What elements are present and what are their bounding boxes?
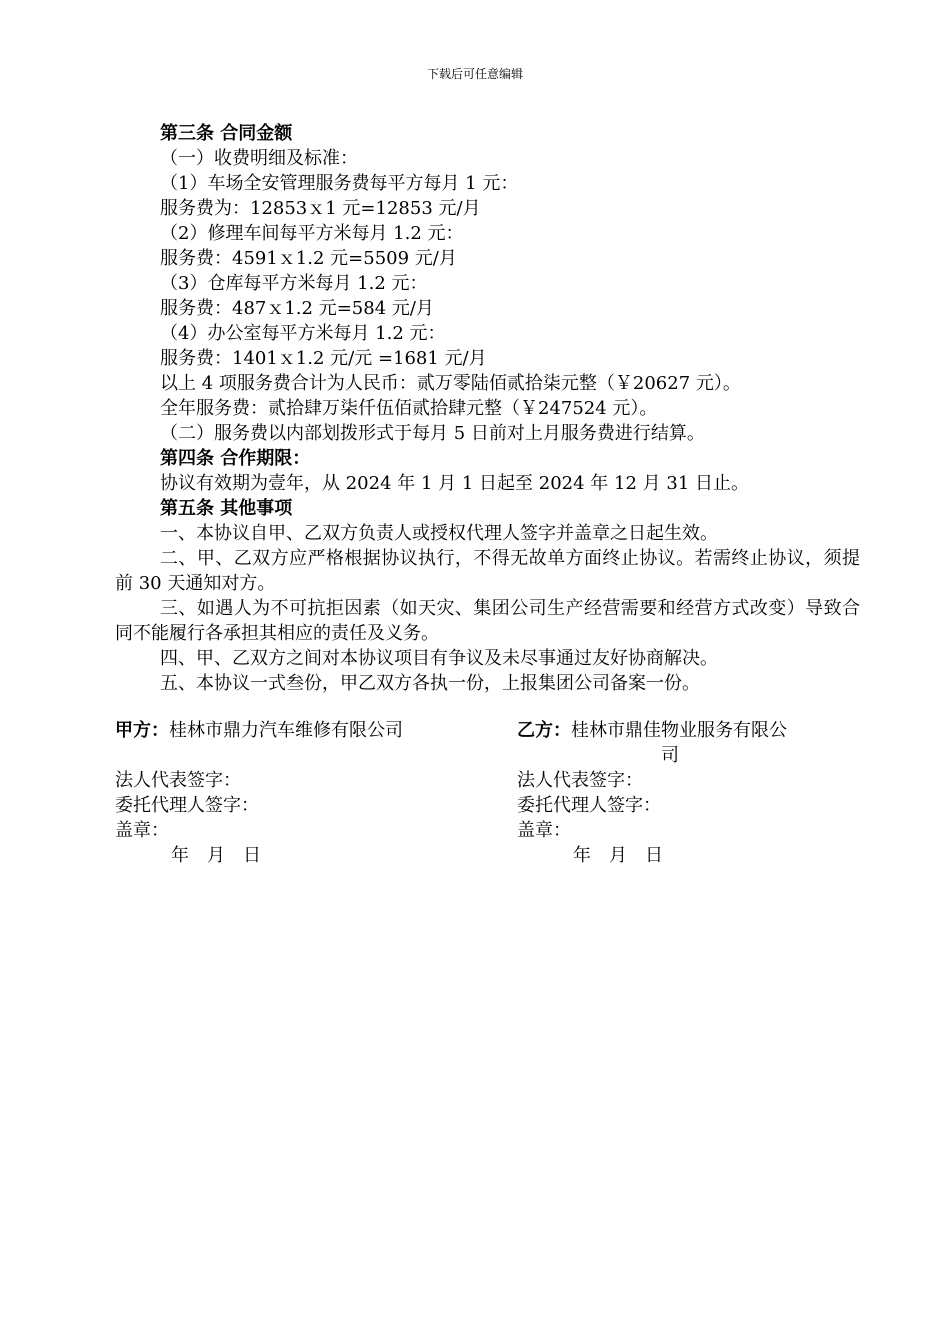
article4-text: 协议有效期为壹年，从 2024 年 1 月 1 日起至 2024 年 12 月 31 日止。 — [160, 473, 749, 494]
clause: 四、甲、乙双方之间对本协议项目有争议及未尽事通过友好协商解决。 — [160, 648, 718, 669]
party-a-label: 甲方： — [115, 720, 169, 741]
signature-block — [115, 718, 860, 868]
clause: 一、本协议自甲、乙双方负责人或授权代理人签字并盖章之日起生效。 — [160, 523, 718, 544]
fee-item-label: （4）办公室每平方米每月 1.2 元： — [160, 323, 446, 344]
clause: 二、甲、乙双方应严格根据协议执行，不得无故单方面终止协议。若需终止协议，须提前 30 天通知对方。 — [115, 548, 860, 594]
total-yearly-fee: 全年服务费：贰拾肆万柒仟伍佰贰拾肆元整（￥247524 元）。 — [160, 398, 658, 419]
clause: 五、本协议一式叁份，甲乙双方各执一份，上报集团公司备案一份。 — [160, 673, 700, 694]
document-body — [115, 121, 860, 696]
fee-item-label: （3）仓库每平方米每月 1.2 元： — [160, 273, 428, 294]
party-b-label: 乙方： — [517, 720, 571, 741]
spacer — [115, 743, 495, 768]
fee-item-label: （1）车场全安管理服务费每平方每月 1 元： — [160, 173, 519, 194]
party-a-signature — [115, 718, 495, 868]
party-b-agent: 委托代理人签字： — [517, 795, 661, 816]
party-b-seal: 盖章： — [517, 820, 571, 841]
party-b-name-cont: 司 — [661, 745, 679, 766]
fee-section1-title: （一）收费明细及标准： — [160, 148, 358, 169]
party-a-agent: 委托代理人签字： — [115, 795, 259, 816]
fee-item-amount: 服务费：487ｘ1.2 元=584 元/月 — [160, 298, 434, 319]
article5-heading: 第五条 其他事项 — [160, 498, 293, 519]
fee-item-amount: 服务费：1401ｘ1.2 元/元 =1681 元/月 — [160, 348, 487, 369]
article4-heading: 第四条 合作期限： — [160, 448, 311, 469]
fee-section2: （二）服务费以内部划拨形式于每月 5 日前对上月服务费进行结算。 — [160, 423, 705, 444]
party-b-line — [517, 718, 862, 743]
fee-item-label: （2）修理车间每平方米每月 1.2 元： — [160, 223, 464, 244]
party-a-line — [115, 718, 495, 743]
clause: 三、如遇人为不可抗拒因素（如天灾、集团公司生产经营需要和经营方式改变）导致合同不能履行各承担其相应的责任及义务。 — [115, 598, 860, 644]
party-a-legal-rep: 法人代表签字： — [115, 770, 241, 791]
party-a-seal: 盖章： — [115, 820, 169, 841]
header-note: 下载后可任意编辑 — [426, 67, 523, 81]
party-b-signature — [517, 718, 862, 868]
article3-heading: 第三条 合同金额 — [160, 123, 293, 144]
fee-item-amount: 服务费为：12853ｘ1 元=12853 元/月 — [160, 198, 481, 219]
party-b-date: 年 月 日 — [573, 845, 663, 866]
party-a-date: 年 月 日 — [171, 845, 261, 866]
party-b-legal-rep: 法人代表签字： — [517, 770, 643, 791]
party-b-name: 桂林市鼎佳物业服务有限公 — [571, 720, 787, 741]
total-monthly-fee: 以上 4 项服务费合计为人民币：贰万零陆佰贰拾柒元整（￥20627 元）。 — [160, 373, 741, 394]
fee-item-amount: 服务费：4591ｘ1.2 元=5509 元/月 — [160, 248, 457, 269]
party-a-name: 桂林市鼎力汽车维修有限公司 — [169, 720, 403, 741]
